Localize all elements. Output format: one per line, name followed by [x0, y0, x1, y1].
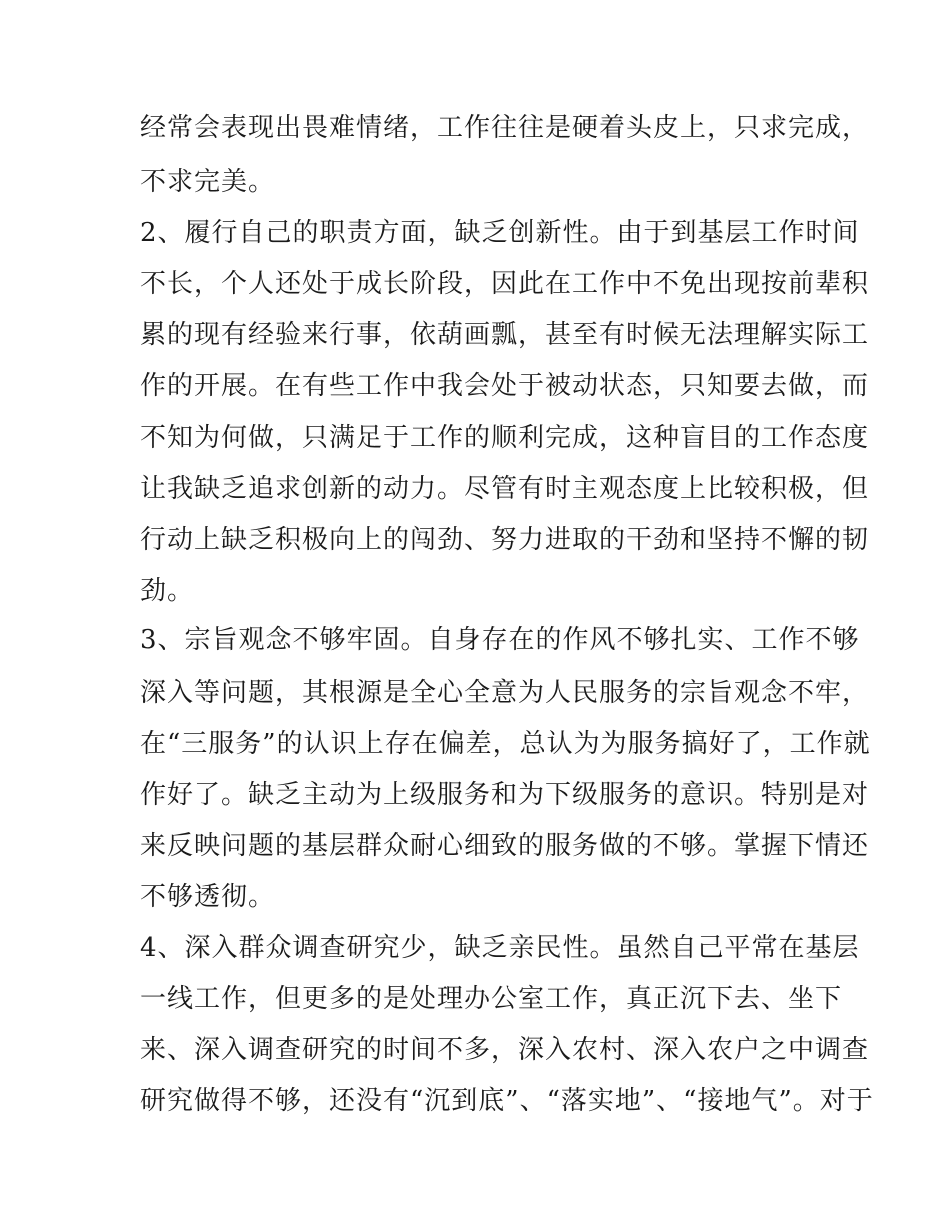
text-line-12: 深入等问题，其根源是全心全意为人民服务的宗旨观念不牢， [140, 678, 870, 708]
text-line-3: 2、履行自己的职责方面，缺乏创新性。由于到基层工作时间 [140, 218, 860, 248]
text-line-2: 不求完美。 [140, 167, 276, 197]
text-line-8: 让我缺乏追求创新的动力。尽管有时主观态度上比较积极，但 [140, 474, 870, 504]
text-line-11: 3、宗旨观念不够牢固。自身存在的作风不够扎实、工作不够 [140, 625, 860, 655]
text-line-9: 行动上缺乏积极向上的闯劲、努力进取的干劲和坚持不懈的韧 [140, 525, 870, 555]
text-line-20: 研究做得不够，还没有“沉到底”、“落实地”、“接地气”。对于 [140, 1086, 874, 1116]
text-line-13: 在“三服务”的认识上存在偏差，总认为为服务搞好了，工作就 [140, 729, 871, 759]
text-line-18: 一线工作，但更多的是处理办公室工作，真正沉下去、坐下 [140, 984, 843, 1014]
text-line-16: 不够透彻。 [140, 882, 276, 912]
text-line-17: 4、深入群众调查研究少，缺乏亲民性。虽然自己平常在基层 [140, 933, 860, 963]
text-line-14: 作好了。缺乏主动为上级服务和为下级服务的意识。特别是对 [140, 780, 870, 810]
text-line-10: 劲。 [140, 576, 195, 606]
text-line-4: 不长，个人还处于成长阶段，因此在工作中不免出现按前辈积 [140, 269, 870, 299]
text-line-15: 来反映问题的基层群众耐心细致的服务做的不够。掌握下情还 [140, 831, 870, 861]
text-line-1: 经常会表现出畏难情绪，工作往往是硬着头皮上，只求完成， [140, 113, 870, 143]
text-line-7: 不知为何做，只满足于工作的顺利完成，这种盲目的工作态度 [140, 423, 870, 453]
text-line-6: 作的开展。在有些工作中我会处于被动状态，只知要去做，而 [140, 371, 870, 401]
text-line-5: 累的现有经验来行事，依葫画瓢，甚至有时候无法理解实际工 [140, 320, 870, 350]
text-line-19: 来、深入调查研究的时间不多，深入农村、深入农户之中调查 [140, 1035, 870, 1065]
